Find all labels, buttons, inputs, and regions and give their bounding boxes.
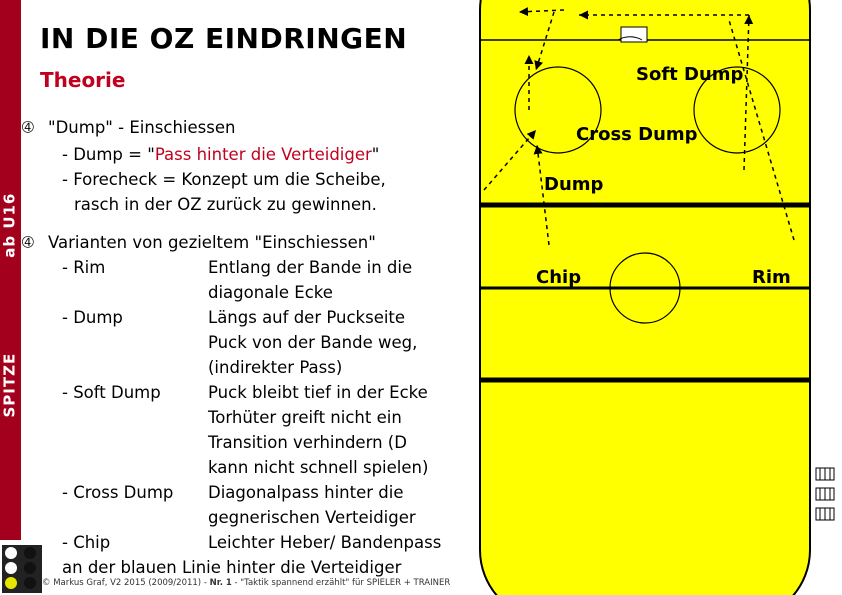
variant-name: - Chip (62, 533, 111, 552)
label-dump: Dump (544, 174, 604, 195)
sidebar-label (0, 153, 20, 418)
section2-last-line: an der blauen Linie hinter die Verteidiger (62, 558, 402, 577)
variant-desc: Entlang der Bande in die (208, 258, 413, 277)
sidebar-strip (0, 0, 21, 540)
sidebar-level: ab U16 (0, 192, 19, 258)
referee-icons (812, 466, 840, 526)
bullet-icon: ➃ (22, 120, 34, 136)
referee-icon (816, 488, 834, 500)
variant-desc: Leichter Heber/ Bandenpass (208, 533, 442, 552)
variant-name: - Cross Dump (62, 483, 174, 502)
variant-desc: Diagonalpass hinter die (208, 483, 404, 502)
rink-surface (480, 0, 810, 595)
variant-desc: diagonale Ecke (208, 283, 333, 302)
variant-desc: (indirekter Pass) (208, 358, 343, 377)
variant-desc: Längs auf der Puckseite (208, 308, 406, 327)
variant-desc: Puck von der Bande weg, (208, 333, 418, 352)
section1-line1: - Dump = "Pass hinter die Verteidiger" (62, 145, 380, 164)
section1-line2: - Forecheck = Konzept um die Scheibe, (62, 170, 386, 189)
page-title: IN DIE OZ EINDRINGEN (40, 22, 408, 55)
footer-copyright: © Markus Graf, V2 2015 (2009/2011) - Nr. 1 - "Taktik spannend erzählt" für SPIELER + TRAINER (42, 578, 451, 588)
sidebar-category: SPITZE (0, 352, 19, 418)
referee-icon (816, 468, 834, 480)
goal-net (621, 27, 647, 42)
variant-desc: Puck bleibt tief in der Ecke (208, 383, 428, 402)
rink-diagram (474, 0, 842, 595)
variant-name: - Rim (62, 258, 106, 277)
label-rim: Rim (752, 267, 791, 288)
variant-name: - Dump (62, 308, 123, 327)
label-cross-dump: Cross Dump (576, 124, 698, 145)
bullet-icon: ➃ (22, 235, 34, 251)
referee-icon (816, 508, 834, 520)
variant-desc: gegnerischen Verteidiger (208, 508, 416, 527)
page-subtitle: Theorie (40, 68, 126, 92)
traffic-light-icon (2, 545, 42, 593)
variant-desc: Transition verhindern (D (208, 433, 407, 452)
variant-desc: kann nicht schnell spielen) (208, 458, 429, 477)
label-soft-dump: Soft Dump (636, 64, 744, 85)
section2-heading: Varianten von gezieltem "Einschiessen" (48, 233, 376, 252)
variant-name: - Soft Dump (62, 383, 161, 402)
label-chip: Chip (536, 267, 582, 288)
section1-heading: "Dump" - Einschiessen (48, 118, 236, 137)
variant-desc: Torhüter greift nicht ein (208, 408, 402, 427)
section1-line3: rasch in der OZ zurück zu gewinnen. (74, 195, 377, 214)
